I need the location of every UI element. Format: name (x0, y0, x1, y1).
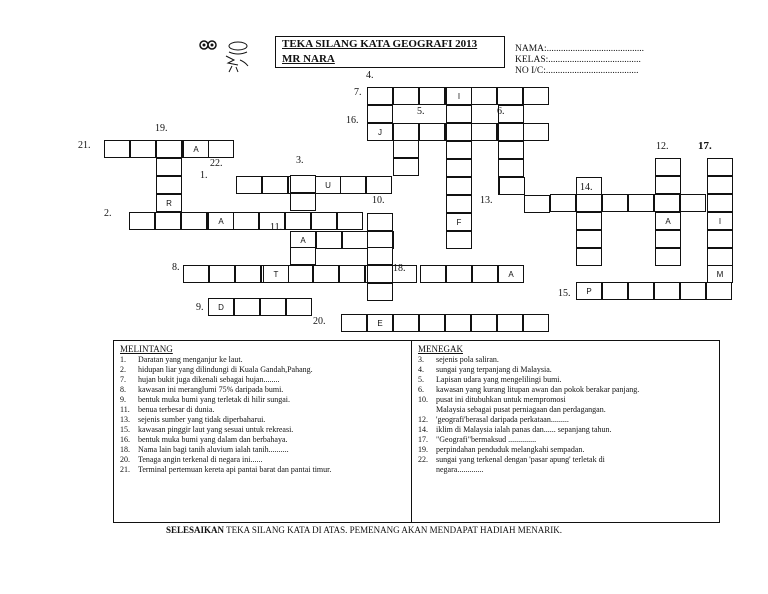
clue-item-number: 9. (120, 395, 126, 404)
grid-letter: M (716, 269, 724, 279)
clue-item-text (138, 405, 405, 415)
grid-cell[interactable] (290, 175, 316, 193)
clue-item-number: 18. (120, 445, 130, 454)
grid-cell[interactable] (286, 298, 312, 316)
clue-number-label: 18. (393, 263, 406, 274)
clue-item (418, 425, 716, 435)
grid-cell[interactable] (342, 231, 368, 249)
clue-item-text (436, 355, 716, 365)
clue-item (418, 435, 716, 445)
footer-text: TEKA SILANG KATA DI ATAS. PEMENANG AKAN MENDAPAT HADIAH MENARIK. (224, 525, 562, 535)
grid-cell[interactable] (236, 176, 262, 194)
clue-number-label: 2. (104, 208, 112, 219)
clue-item-number: 15. (120, 425, 130, 434)
clue-number-label: 17. (698, 140, 712, 152)
clue-item (120, 455, 405, 465)
grid-cell[interactable] (315, 176, 341, 194)
grid-cell[interactable] (655, 158, 681, 176)
clue-item (418, 445, 716, 455)
clue-number-label: 15. (558, 288, 571, 299)
grid-cell[interactable] (130, 140, 156, 158)
grid-cell[interactable] (550, 194, 576, 212)
clue-box (113, 340, 720, 523)
clue-item-text (138, 465, 405, 475)
grid-cell[interactable] (367, 105, 393, 123)
clue-item-text (436, 385, 716, 395)
grid-cell[interactable] (367, 265, 393, 283)
grid-cell[interactable] (707, 230, 733, 248)
clue-item (418, 415, 716, 425)
clue-number-label: 16. (346, 115, 359, 126)
title-line-2: MR NARA (282, 53, 335, 65)
grid-cell[interactable] (339, 265, 365, 283)
clue-divider (411, 341, 412, 522)
clue-item-number: 4. (418, 365, 424, 374)
across-heading: MELINTANG (120, 344, 173, 354)
clue-item-number: 2. (120, 365, 126, 374)
grid-cell[interactable] (155, 212, 181, 230)
title-line-1: TEKA SILANG KATA GEOGRAFI 2013 (282, 38, 478, 50)
grid-cell[interactable] (341, 314, 367, 332)
clue-item (120, 375, 405, 385)
grid-cell[interactable] (393, 314, 419, 332)
clue-item-text (436, 415, 716, 425)
clue-item (120, 395, 405, 405)
clue-text-line: Malaysia sebagai pusat perniagaan dan perdagangan. (436, 405, 606, 414)
clue-item (418, 355, 716, 365)
grid-letter: F (456, 217, 462, 227)
clue-item-number: 17. (418, 435, 428, 444)
grid-cell[interactable] (497, 314, 523, 332)
grid-cell[interactable] (209, 265, 235, 283)
clue-number-label: 14. (580, 182, 593, 193)
grid-cell[interactable] (419, 123, 445, 141)
clue-text-line: hidupan liar yang dilindungi di Kuala Gandah,Pahang. (138, 365, 313, 374)
clue-text-line: bentuk muka bumi yang dalam dan berbahaya. (138, 435, 288, 444)
clue-item-number: 14. (418, 425, 428, 434)
grid-cell[interactable] (446, 123, 472, 141)
clue-text-line: sungai yang terkenal dengan 'pasar apung' terletak di (436, 455, 605, 464)
grid-cell[interactable] (707, 265, 733, 283)
grid-cell[interactable] (471, 314, 497, 332)
grid-letter: J (378, 127, 382, 137)
clue-item-number: 21. (120, 465, 130, 474)
clue-text-line: sejenis sumber yang tidak diperbaharui. (138, 415, 266, 424)
grid-cell[interactable] (393, 123, 419, 141)
grid-cell[interactable] (262, 176, 288, 194)
grid-cell[interactable] (707, 248, 733, 266)
grid-letter: U (325, 180, 331, 190)
grid-cell[interactable] (208, 140, 234, 158)
grid-cell[interactable] (260, 298, 286, 316)
across-clues (120, 344, 405, 475)
grid-cell[interactable] (680, 194, 706, 212)
grid-letter: E (377, 318, 383, 328)
grid-cell[interactable] (263, 265, 289, 283)
clue-item-text (138, 435, 405, 445)
footer-bold: SELESAIKAN (166, 525, 225, 535)
clue-number-label: 20. (313, 316, 326, 327)
grid-cell[interactable] (655, 230, 681, 248)
grid-cell[interactable] (129, 212, 155, 230)
clue-text-line: perpindahan penduduk melangkahi sempadan. (436, 445, 585, 454)
grid-cell[interactable] (446, 159, 472, 177)
grid-cell[interactable] (104, 140, 130, 158)
clue-item-number: 11. (120, 405, 130, 414)
down-clues (418, 344, 716, 475)
grid-cell[interactable] (498, 123, 524, 141)
grid-cell[interactable] (367, 247, 393, 265)
grid-cell[interactable] (156, 158, 182, 176)
clue-item (120, 425, 405, 435)
grid-cell[interactable] (472, 265, 498, 283)
clue-item (120, 365, 405, 375)
clue-text-line: kawasan ini meranglumi 75% daripada bumi. (138, 385, 284, 394)
clue-number-label: 4. (366, 70, 374, 81)
grid-cell[interactable] (706, 282, 732, 300)
clue-item-text (138, 415, 405, 425)
clue-item-text (138, 375, 405, 385)
clue-item-text (436, 365, 716, 375)
grid-cell[interactable] (707, 212, 733, 230)
grid-cell[interactable] (367, 123, 393, 141)
grid-letter: A (665, 216, 671, 226)
clue-item (120, 415, 405, 425)
grid-cell[interactable] (340, 176, 366, 194)
clue-number-label: 3. (296, 155, 304, 166)
grid-cell[interactable] (654, 282, 680, 300)
clue-item-text (436, 425, 716, 435)
grid-cell[interactable] (285, 212, 311, 230)
clue-text-line: "Geografi"bermaksud .............. (436, 435, 537, 444)
clue-item-text (138, 445, 405, 455)
class-field[interactable]: KELAS:....................................... (515, 55, 641, 65)
clue-number-label: 21. (78, 140, 91, 151)
clue-item-number: 10. (418, 395, 428, 404)
grid-cell[interactable] (602, 194, 628, 212)
clue-item-text (436, 445, 716, 455)
clue-number-label: 12. (656, 141, 669, 152)
clue-text-line: sejenis pola saliran. (436, 355, 499, 364)
grid-cell[interactable] (498, 159, 524, 177)
clue-item (418, 375, 716, 385)
clue-number-label: 22. (210, 158, 223, 169)
grid-cell[interactable] (419, 87, 445, 105)
clue-item-text (138, 355, 405, 365)
clue-item-number: 5. (418, 375, 424, 384)
grid-cell[interactable] (576, 230, 602, 248)
clue-number-label: 11. (270, 222, 283, 233)
clue-item (418, 455, 716, 475)
clue-text-line: negara............. (436, 465, 484, 474)
grid-cell[interactable] (655, 176, 681, 194)
clue-item-number: 8. (120, 385, 126, 394)
grid-cell[interactable] (654, 194, 680, 212)
grid-cell[interactable] (576, 248, 602, 266)
clue-item (120, 435, 405, 445)
clue-number-label: 7. (354, 87, 362, 98)
grid-cell[interactable] (446, 213, 472, 231)
grid-cell[interactable] (419, 314, 445, 332)
grid-cell[interactable] (156, 176, 182, 194)
clue-text-line: bentuk muka bumi yang terletak di hilir sungai. (138, 395, 290, 404)
clue-item-number: 13. (120, 415, 130, 424)
grid-cell[interactable] (498, 265, 524, 283)
grid-cell[interactable] (313, 265, 339, 283)
clue-item-number: 16. (120, 435, 130, 444)
clue-number-label: 13. (480, 195, 493, 206)
clue-text-line: Nama lain bagi tanih aluvium ialah tanih.......... (138, 445, 289, 454)
clue-item-text (138, 365, 405, 375)
grid-cell[interactable] (208, 212, 234, 230)
grid-cell[interactable] (707, 194, 733, 212)
grid-cell[interactable] (523, 314, 549, 332)
clue-item-number: 19. (418, 445, 428, 454)
grid-cell[interactable] (680, 282, 706, 300)
clue-number-label: 6. (497, 106, 505, 117)
clue-item-number: 7. (120, 375, 126, 384)
clue-item-number: 3. (418, 355, 424, 364)
clue-item-text (436, 375, 716, 385)
clue-text-line: Lapisan udara yang mengelilingi bumi. (436, 375, 562, 384)
grid-cell[interactable] (576, 194, 602, 212)
clue-text-line: Tenaga angin terkenal di negara ini...... (138, 455, 263, 464)
grid-cell[interactable] (524, 195, 550, 213)
grid-cell[interactable] (156, 140, 182, 158)
clue-text-line: iklim di Malaysia ialah panas dan...... sepanjang tahun. (436, 425, 612, 434)
grid-cell[interactable] (208, 298, 234, 316)
clue-number-label: 19. (155, 123, 168, 134)
clue-number-label: 9. (196, 302, 204, 313)
grid-cell[interactable] (707, 176, 733, 194)
grid-cell[interactable] (183, 140, 209, 158)
grid-letter: A (218, 216, 224, 226)
grid-cell[interactable] (446, 231, 472, 249)
grid-cell[interactable] (181, 212, 207, 230)
grid-cell[interactable] (628, 194, 654, 212)
clue-item-text (436, 455, 716, 475)
clue-item-text (138, 455, 405, 465)
ic-field[interactable]: NO I/C:....................................... (515, 66, 639, 76)
clue-text-line: benua terbesar di dunia. (138, 405, 215, 414)
clue-text-line: kawasan yang kurang litupan awan dan pokok berakar panjang. (436, 385, 640, 394)
clue-number-label: 1. (200, 170, 208, 181)
grid-cell[interactable] (367, 283, 393, 301)
grid-cell[interactable] (287, 265, 313, 283)
clue-number-label: 8. (172, 262, 180, 273)
clue-item-number: 20. (120, 455, 130, 464)
clue-item-text (138, 395, 405, 405)
clue-item-number: 6. (418, 385, 424, 394)
grid-cell[interactable] (316, 231, 342, 249)
clue-item (120, 355, 405, 365)
grid-cell[interactable] (471, 123, 497, 141)
grid-cell[interactable] (393, 140, 419, 158)
grid-cell[interactable] (655, 212, 681, 230)
grid-cell[interactable] (446, 105, 472, 123)
clue-item-number: 12. (418, 415, 428, 424)
grid-cell[interactable] (576, 212, 602, 230)
grid-cell[interactable] (235, 265, 261, 283)
clue-item-number: 1. (120, 355, 126, 364)
grid-cell[interactable] (523, 87, 549, 105)
footer-instruction (166, 525, 562, 535)
grid-letter: A (300, 235, 306, 245)
clue-item-text (436, 395, 716, 415)
grid-letter: R (166, 198, 172, 208)
clue-text-line: hujan bukit juga dikenali sebagai hujan........ (138, 375, 280, 384)
grid-cell[interactable] (446, 177, 472, 195)
grid-letter: T (273, 269, 279, 279)
grid-letter: I (718, 216, 722, 226)
clue-item-number: 22. (418, 455, 428, 464)
grid-letter: I (457, 91, 461, 101)
grid-cell[interactable] (471, 87, 497, 105)
clue-text-line: kawasan pinggir laut yang sesuai untuk rekreasi. (138, 425, 294, 434)
clue-text-line: Terminal pertemuan kereta api pantai barat dan pantai timur. (138, 465, 332, 474)
grid-cell[interactable] (290, 193, 316, 211)
grid-letter: P (586, 286, 592, 296)
grid-cell[interactable] (183, 265, 209, 283)
grid-cell[interactable] (446, 195, 472, 213)
grid-letter: A (193, 144, 199, 154)
grid-cell[interactable] (498, 141, 524, 159)
grid-cell[interactable] (655, 248, 681, 266)
name-field[interactable]: NAMA:......................................... (515, 44, 645, 54)
clue-text-line: Daratan yang menganjur ke laut. (138, 355, 243, 364)
clue-item (418, 395, 716, 415)
grid-cell[interactable] (234, 298, 260, 316)
grid-cell[interactable] (393, 158, 419, 176)
grid-cell[interactable] (366, 176, 392, 194)
grid-cell[interactable] (499, 177, 525, 195)
grid-cell[interactable] (445, 314, 471, 332)
clue-item-text (138, 425, 405, 435)
grid-cell[interactable] (393, 87, 419, 105)
grid-cell[interactable] (367, 87, 393, 105)
grid-cell[interactable] (497, 87, 523, 105)
clue-item-text (436, 435, 716, 445)
clue-item (120, 405, 405, 415)
clue-item (418, 365, 716, 375)
grid-cell[interactable] (367, 213, 393, 231)
grid-cell[interactable] (233, 212, 259, 230)
grid-cell[interactable] (311, 212, 337, 230)
clue-item (418, 385, 716, 395)
grid-cell[interactable] (367, 314, 393, 332)
clue-number-label: 5. (417, 106, 425, 117)
clue-item (120, 385, 405, 395)
grid-cell[interactable] (420, 265, 446, 283)
grid-cell[interactable] (446, 265, 472, 283)
grid-cell[interactable] (337, 212, 363, 230)
clue-text-line: pusat ini ditubuhkan untuk mempromosi (436, 395, 566, 404)
clue-text-line: 'geografi'berasal daripada perkataan......... (436, 415, 569, 424)
grid-cell[interactable] (707, 158, 733, 176)
grid-cell[interactable] (523, 123, 549, 141)
clue-text-line: sungai yang terpanjang di Malaysia. (436, 365, 552, 374)
grid-cell[interactable] (602, 282, 628, 300)
grid-cell[interactable] (576, 282, 602, 300)
down-heading: MENEGAK (418, 344, 463, 354)
grid-cell[interactable] (156, 194, 182, 212)
clue-number-label: 10. (372, 195, 385, 206)
grid-cell[interactable] (628, 282, 654, 300)
grid-cell[interactable] (446, 87, 472, 105)
grid-letter: D (218, 302, 224, 312)
grid-letter: A (508, 269, 514, 279)
clue-item (120, 445, 405, 455)
grid-cell[interactable] (446, 141, 472, 159)
clue-item-text (138, 385, 405, 395)
grid-cell[interactable] (290, 247, 316, 265)
clue-item (120, 465, 405, 475)
